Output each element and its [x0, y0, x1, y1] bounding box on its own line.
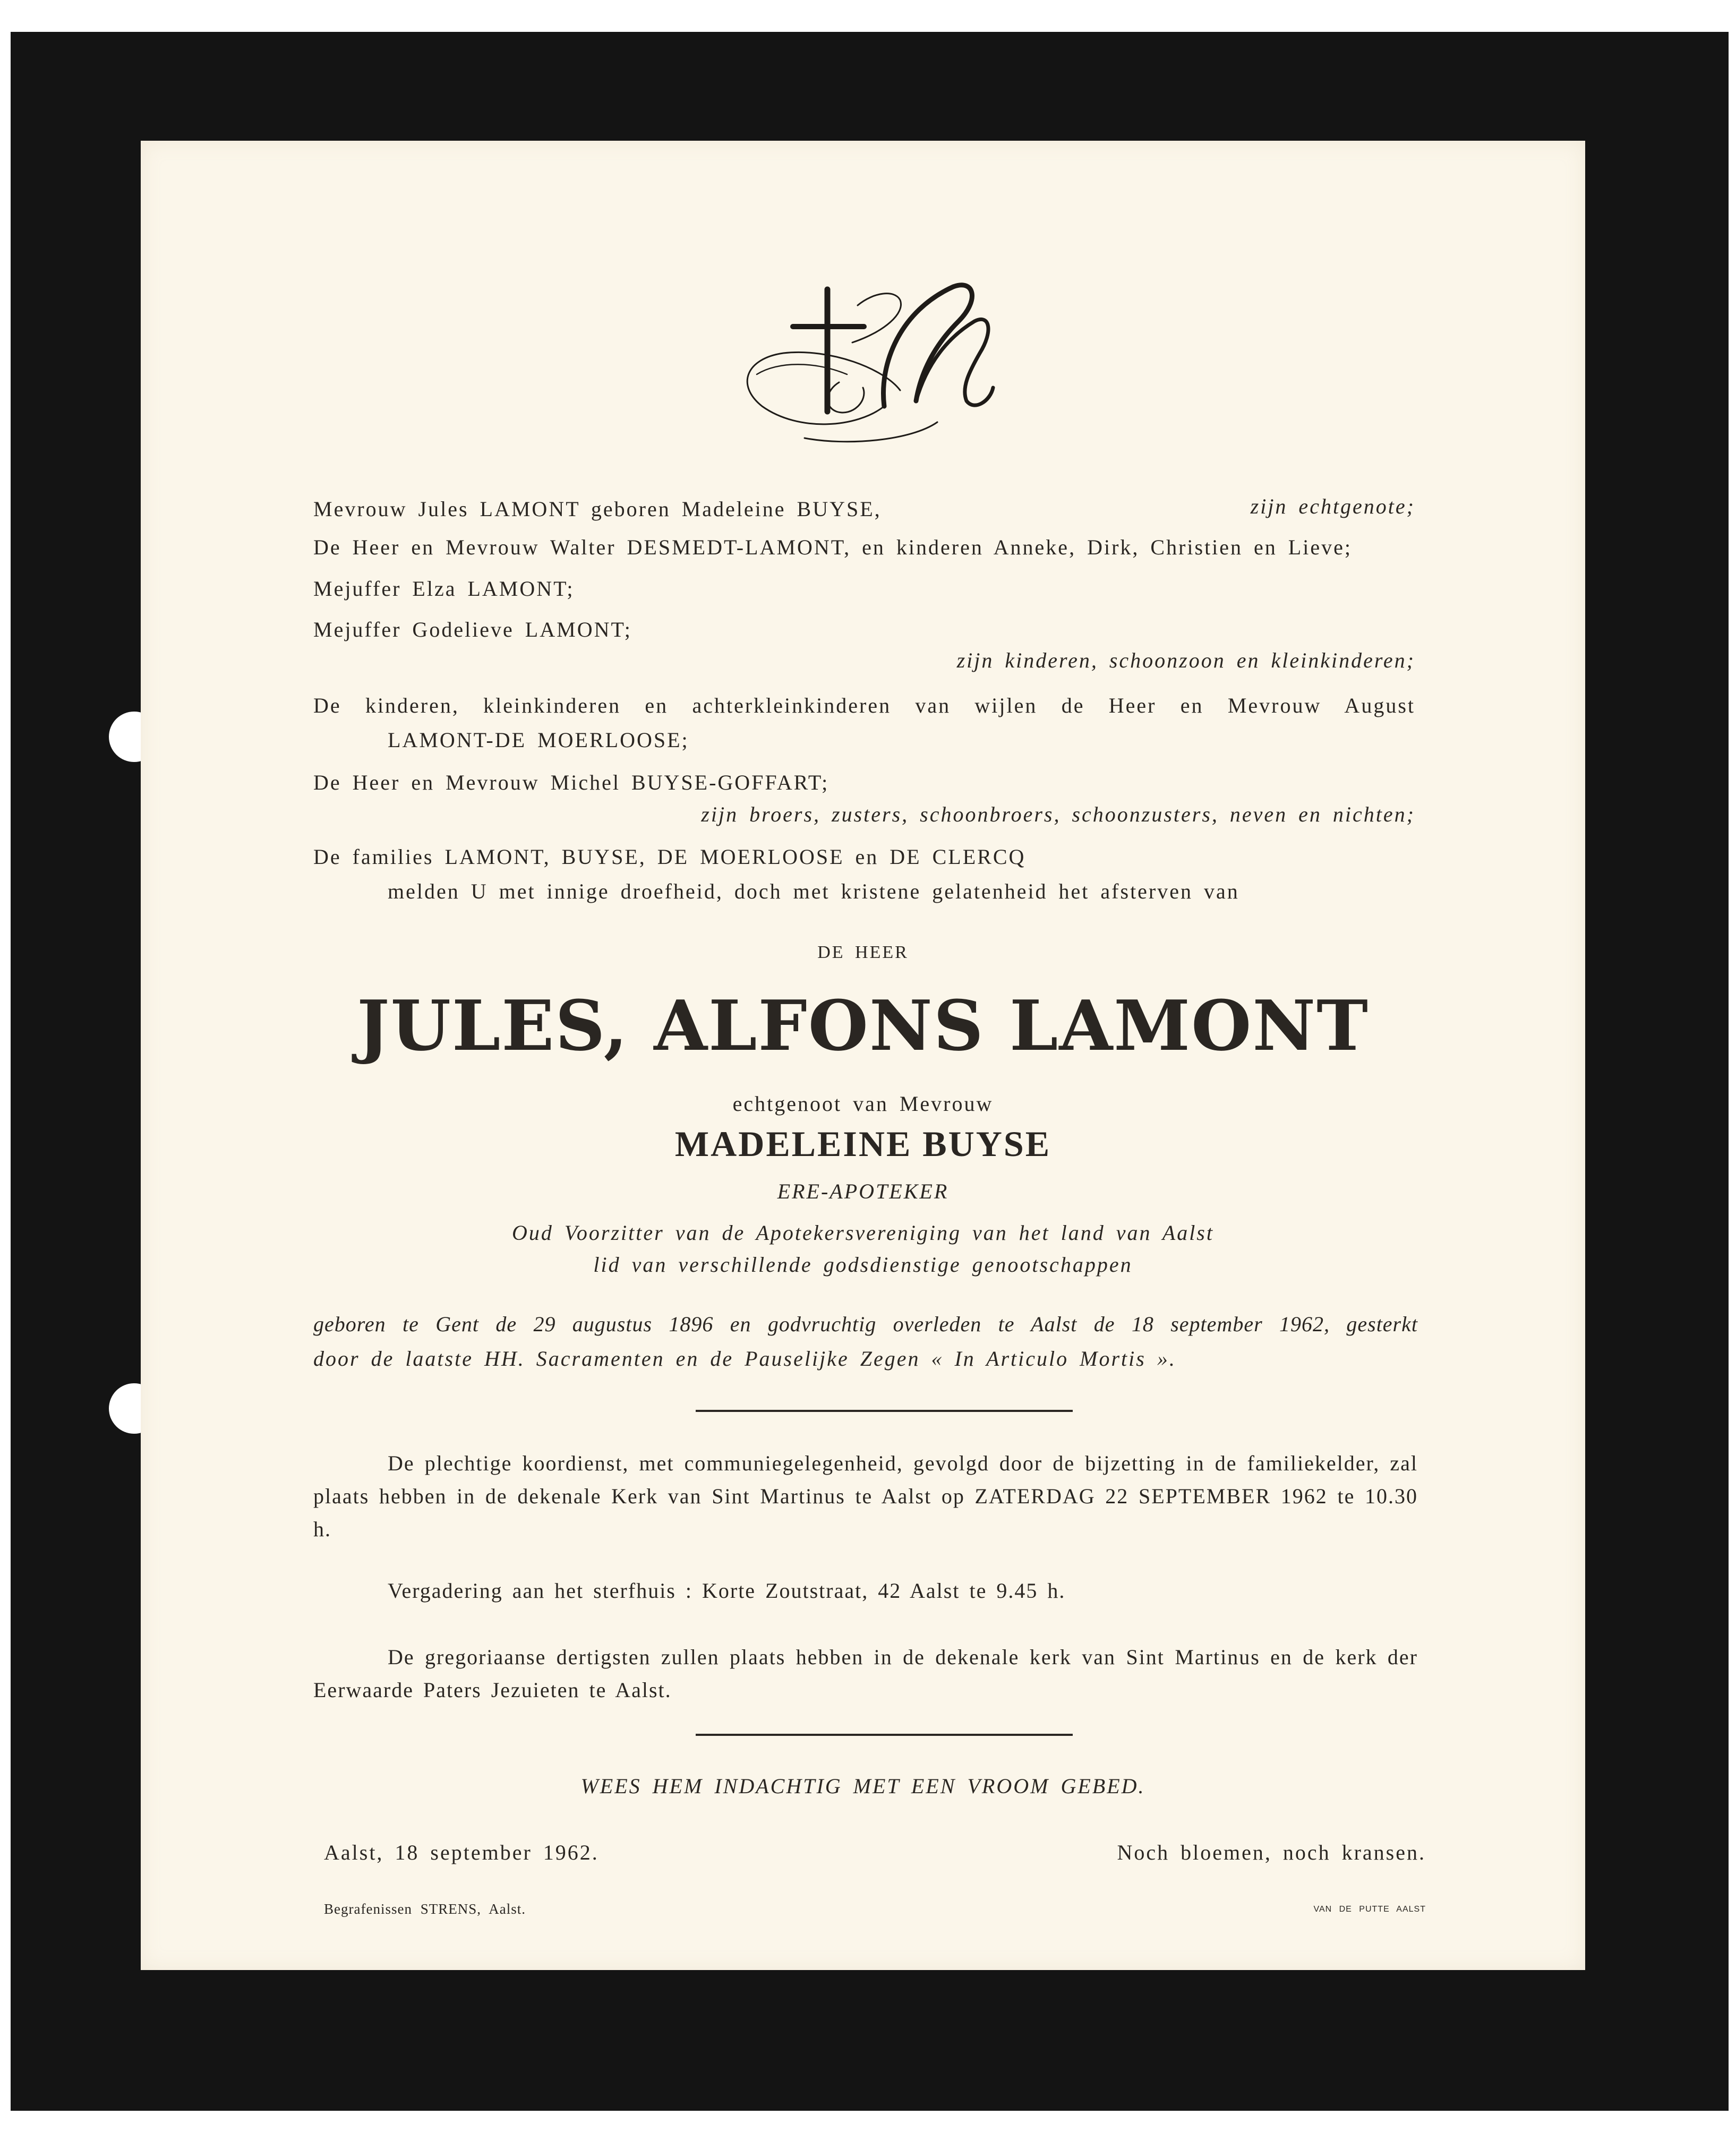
masses-paragraph: De gregoriaanse dertigsten zullen plaats hebben in de dekenale kerk van Sint Martinus en de kerk der Eerwaarde Paters Jezuieten te Aalst. [313, 1645, 1418, 1702]
relative-families: De families LAMONT, BUYSE, DE MOERLOOSE en DE CLERCQ [313, 845, 1026, 869]
relative-siblings-role: zijn broers, zusters, schoonbroers, schoonzusters, neven en nichten; [701, 802, 1415, 826]
death-notice-sheet [141, 141, 1585, 1970]
relative-elza: Mejuffer Elza LAMONT; [313, 577, 575, 601]
printer-mark: VAN DE PUTTE AALST [1313, 1905, 1426, 1914]
service-paragraph: De plechtige koordienst, met communiegelegenheid, gevolgd door de bijzetting in de familiekelder, zal plaats hebben in de dekenale Kerk van Sint Martinus te Aalst op ZATERDAG 22 SEPTEMBER 1962 te 10.30 h. [313, 1451, 1418, 1541]
sacraments-line: door de laatste HH. Sacramenten en de Pauselijke Zegen « In Articulo Mortis ». [313, 1347, 1176, 1371]
no-flowers-note: Noch bloemen, noch kransen. [1117, 1840, 1426, 1864]
relative-children-role: zijn kinderen, schoonzoon en kleinkinderen; [956, 648, 1415, 672]
spouse-name: MADELEINE BUYSE [674, 1124, 1051, 1164]
relative-widow: Mevrouw Jules LAMONT geboren Madeleine BUYSE, [313, 497, 882, 521]
relative-godelieve: Mejuffer Godelieve LAMONT; [313, 618, 632, 641]
birth-death-line: geboren te Gent de 29 augustus 1896 en godvruchtig overleden te Aalst de 18 september 1962, gesterkt [313, 1312, 1418, 1336]
role-chairman: Oud Voorzitter van de Apotekersvereniging van het land van Aalst [512, 1221, 1214, 1245]
spouse-intro: echtgenoot van Mevrouw [732, 1092, 994, 1116]
relative-grandchildren-a: De kinderen, kleinkinderen en achterkleinkinderen van wijlen de Heer en Mevrouw August [313, 693, 1415, 717]
place-date: Aalst, 18 september 1962. [324, 1840, 599, 1864]
role-member: lid van verschillende godsdienstige genootschappen [593, 1253, 1133, 1277]
deceased-name: JULES, ALFONS LAMONT [357, 985, 1369, 1066]
prayer-request: WEES HEM INDACHTIG MET EEN VROOM GEBED. [580, 1774, 1145, 1798]
divider-top [696, 1410, 1073, 1412]
relative-desmedt-family: De Heer en Mevrouw Walter DESMEDT-LAMONT, en kinderen Anneke, Dirk, Christien en Lieve; [313, 535, 1352, 559]
divider-bottom [696, 1734, 1073, 1736]
undertaker: Begrafenissen STRENS, Aalst. [324, 1901, 526, 1917]
announcement-line: melden U met innige droefheid, doch met kristene gelatenheid het afsterven van [388, 879, 1239, 903]
honorific: DE HEER [817, 943, 909, 962]
relative-widow-role: zijn echtgenote; [1250, 494, 1415, 518]
cross-monogram-icon [725, 247, 1001, 449]
relative-buyse-goffart: De Heer en Mevrouw Michel BUYSE-GOFFART; [313, 770, 829, 794]
relative-grandchildren-b: LAMONT-DE MOERLOOSE; [388, 728, 689, 752]
profession: ERE-APOTEKER [777, 1179, 949, 1203]
gathering-paragraph: Vergadering aan het sterfhuis : Korte Zoutstraat, 42 Aalst te 9.45 h. [388, 1579, 1066, 1603]
